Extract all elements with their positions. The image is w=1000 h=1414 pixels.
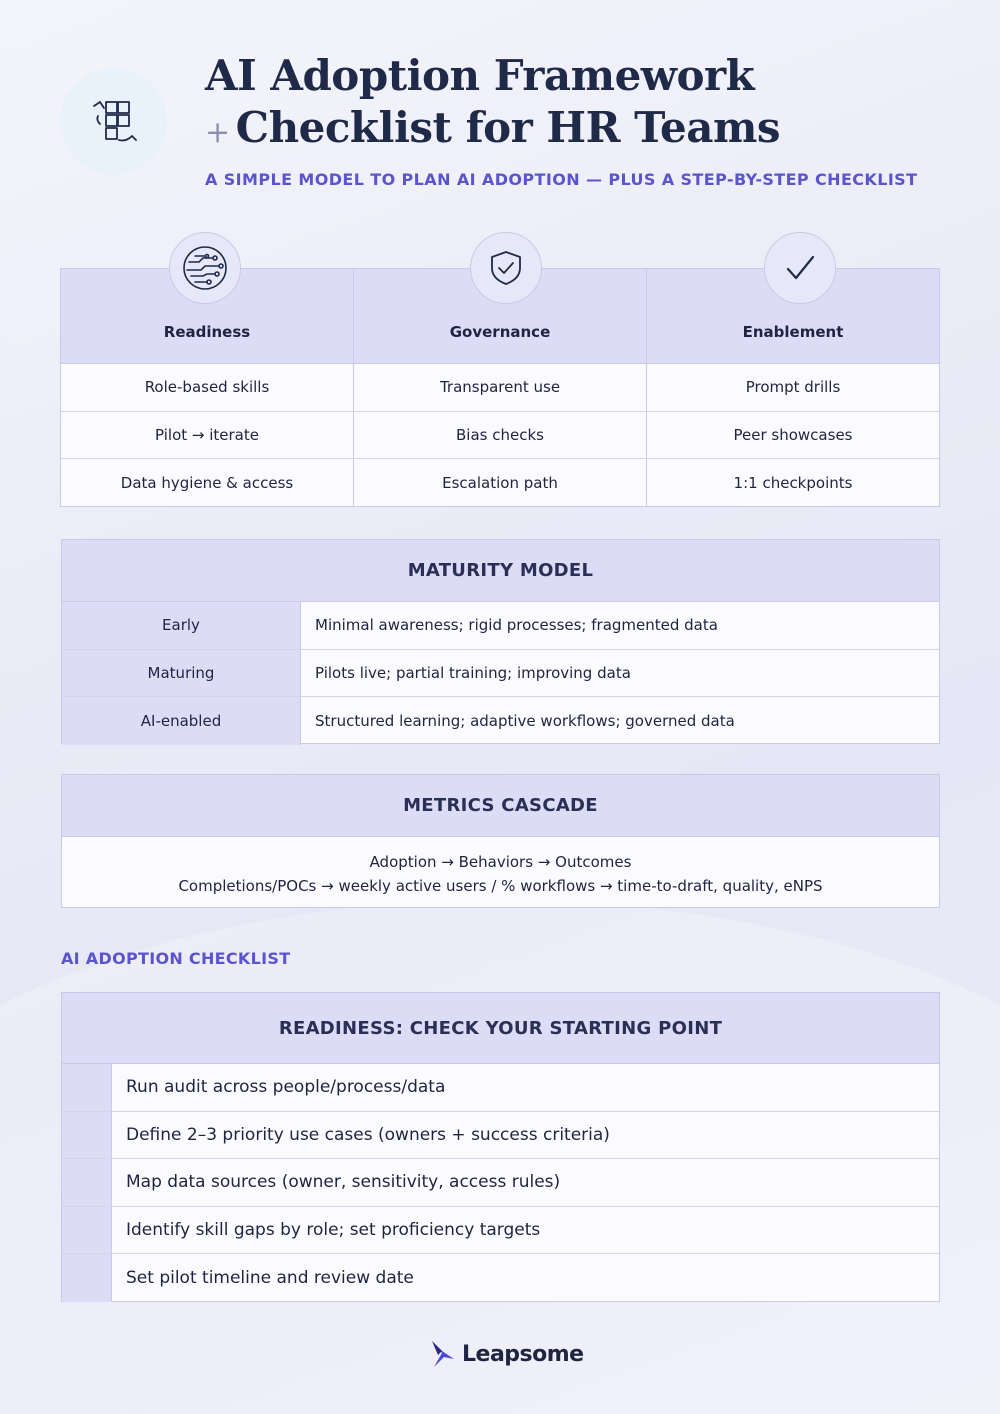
table-cell: Escalation path — [354, 459, 647, 507]
checkmark-icon — [764, 232, 836, 304]
shield-check-icon — [470, 232, 542, 304]
metrics-line-2: Completions/POCs → weekly active users / % workflows → time-to-draft, quality, eNPS — [178, 877, 823, 895]
checklist-title: READINESS: CHECK YOUR STARTING POINT — [62, 993, 939, 1064]
table-cell: Data hygiene & access — [61, 459, 354, 507]
page-title — [205, 50, 780, 159]
pillar-label: Enablement — [742, 323, 844, 341]
table-cell: Role-based skills — [61, 364, 354, 411]
metrics-line-1: Adoption → Behaviors → Outcomes — [369, 853, 632, 871]
circuit-brain-icon — [169, 232, 241, 304]
table-row — [61, 412, 939, 460]
pillars-table — [60, 268, 940, 507]
table-cell: Prompt drills — [745, 378, 841, 397]
table-row — [62, 697, 939, 745]
pillar-label: Governance — [449, 323, 551, 341]
table-cell: Pilot → iterate — [61, 412, 354, 459]
checklist-item-text: Map data sources (owner, sensitivity, access rules) — [126, 1172, 561, 1193]
title-line-2-text: Checklist for HR Teams — [235, 103, 781, 152]
table-row — [62, 650, 939, 698]
list-item — [62, 1254, 939, 1302]
table-cell: Peer showcases — [733, 425, 853, 444]
table-cell: Transparent use — [354, 364, 647, 411]
maturity-stage: Early — [62, 602, 301, 649]
checklist-item-text: Set pilot timeline and review date — [126, 1267, 414, 1288]
checkbox[interactable] — [62, 1254, 112, 1302]
checkbox[interactable] — [62, 1159, 112, 1206]
checklist-item-text: Run audit across people/process/data — [126, 1077, 446, 1098]
maturity-description: Minimal awareness; rigid processes; fragmented data — [315, 616, 718, 635]
maturity-stage: AI-enabled — [62, 697, 301, 745]
puzzle-hand-icon — [60, 68, 167, 175]
leapsome-bird-icon — [430, 1339, 456, 1369]
title-plus: + — [205, 115, 230, 150]
title-line-2 — [205, 102, 780, 159]
checkbox[interactable] — [62, 1064, 112, 1111]
checkbox[interactable] — [62, 1112, 112, 1159]
list-item — [62, 1064, 939, 1112]
checklist-section-label: AI ADOPTION CHECKLIST — [61, 949, 291, 968]
table-cell: Bias checks — [354, 412, 647, 459]
checklist-item-text: Define 2–3 priority use cases (owners + success criteria) — [126, 1124, 610, 1145]
maturity-stage: Maturing — [62, 650, 301, 697]
pillar-label: Readiness — [163, 323, 251, 341]
brand-name: Leapsome — [462, 1341, 584, 1367]
metrics-cascade-title: METRICS CASCADE — [62, 775, 939, 837]
readiness-checklist — [61, 992, 940, 1302]
maturity-description: Pilots live; partial training; improving data — [315, 663, 631, 682]
metrics-cascade-box — [61, 774, 940, 908]
table-row — [61, 459, 939, 507]
maturity-model-table — [61, 539, 940, 744]
table-row — [62, 602, 939, 650]
leapsome-logo — [430, 1336, 584, 1372]
list-item — [62, 1112, 939, 1160]
maturity-description: Structured learning; adaptive workflows; governed data — [315, 711, 735, 730]
list-item — [62, 1207, 939, 1255]
title-line-1: AI Adoption Framework — [205, 51, 755, 100]
table-cell: 1:1 checkpoints — [733, 473, 853, 492]
table-row — [61, 364, 939, 412]
checklist-item-text: Identify skill gaps by role; set proficiency targets — [126, 1219, 541, 1240]
checkbox[interactable] — [62, 1207, 112, 1254]
maturity-model-title: MATURITY MODEL — [62, 540, 939, 602]
page-subtitle: A SIMPLE MODEL TO PLAN AI ADOPTION — PLUS A STEP-BY-STEP CHECKLIST — [205, 170, 918, 189]
list-item — [62, 1159, 939, 1207]
